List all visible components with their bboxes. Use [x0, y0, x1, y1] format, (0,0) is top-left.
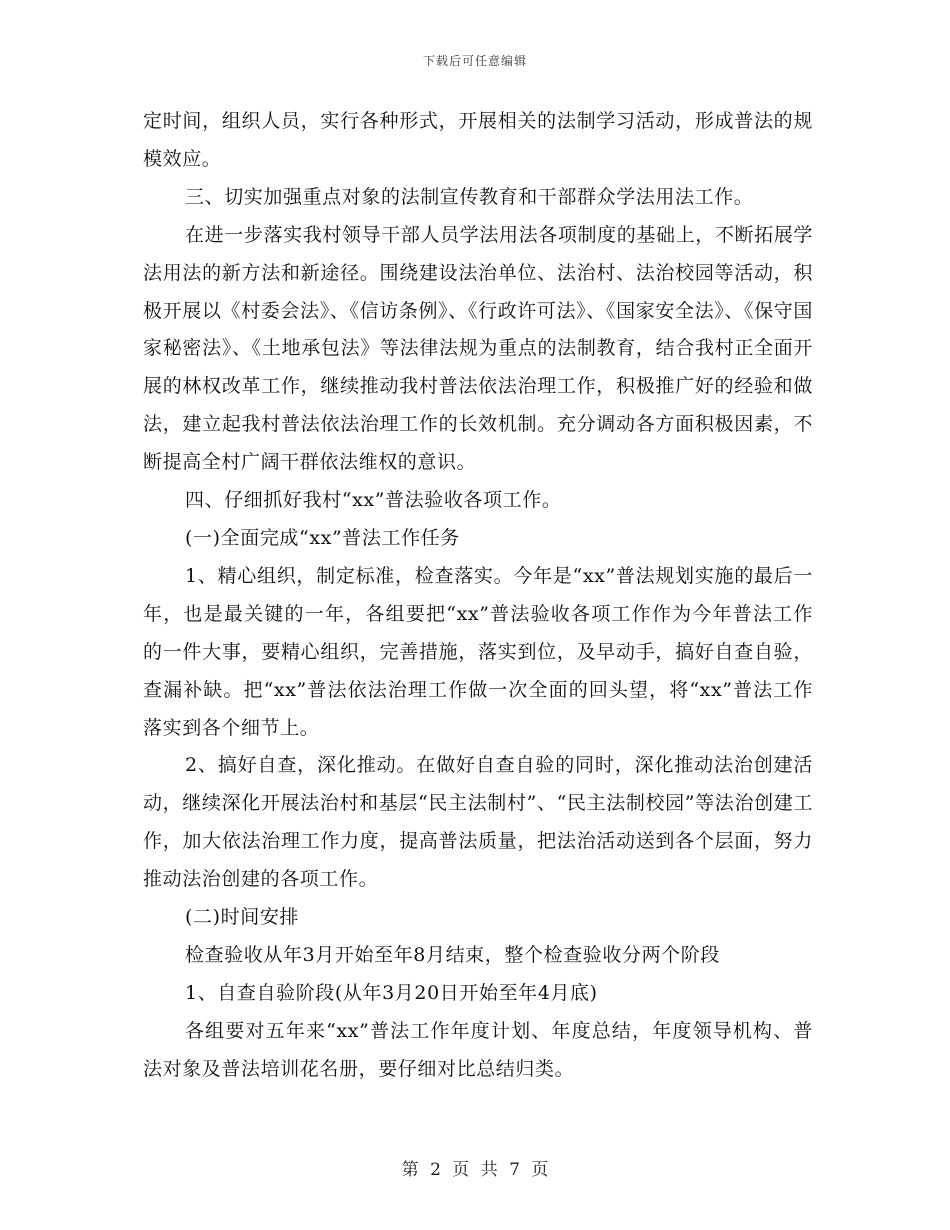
page-number: 第 2 页 共 7 页 — [401, 1160, 549, 1180]
paragraph-item-2: 2、搞好自查，深化推动。在做好自查自验的同时，深化推动法治创建活动，继续深化开展法治村和基层“民主法制村”、“民主法制校园”等法治创建工作，加大依法治理工作力度，提高普法质量，把法治活动送到各个层面，努力推动法治创建的各项工作。 — [143, 754, 813, 891]
section-heading-3: 三、切实加强重点对象的法制宣传教育和干部群众学法用法工作。 — [185, 185, 754, 208]
section-heading-4: 四、仔细抓好我村“xx”普法验收各项工作。 — [185, 489, 562, 512]
paragraph-3: 在进一步落实我村领导干部人员学法用法各项制度的基础上，不断拓展学法用法的新方法和新途径。围绕建设法治单位、法治村、法治校园等活动，积极开展以《村委会法》、《信访条例》、《行政许可法》、《国家安全法》、《保守国家秘密法》、《土地承包法》等法律法规为重点的法制教育，结合我村正全面开展的林权改革工作，继续推动我村普法依法治理工作，积极推广好的经验和做法，建立起我村普法依法治理工作的长效机制。充分调动各方面积极因素，不断提高全村广阔干群依法维权的意识。 — [143, 223, 813, 474]
paragraph-1: 定时间，组织人员，实行各种形式，开展相关的法制学习活动，形成普法的规模效应。 — [143, 110, 813, 170]
paragraph-schedule: 检查验收从年3月开始至年8月结束，整个检查验收分两个阶段 — [185, 943, 720, 966]
subsection-heading-1: (一)全面完成“xx”普法工作任务 — [185, 526, 460, 549]
page-header-note: 下载后可任意编辑 — [422, 54, 527, 68]
subsection-heading-2: (二)时间安排 — [185, 906, 300, 929]
paragraph-stage-1: 1、自查自验阶段(从年3月20日开始至年4月底) — [185, 981, 598, 1004]
paragraph-last: 各组要对五年来“xx”普法工作年度计划、年度总结，年度领导机构、普法对象及普法培训花名册，要仔细对比总结归类。 — [143, 1019, 813, 1080]
document-body — [143, 103, 813, 1089]
paragraph-item-1: 1、精心组织，制定标准，检查落实。今年是“xx”普法规划实施的最后一年，也是最关键的一年，各组要把“xx”普法验收各项工作作为今年普法工作的一件大事，要精心组织，完善措施，落实到位，及早动手，搞好自查自验，查漏补缺。把“xx”普法依法治理工作做一次全面的回头望，将“xx”普法工作落实到各个细节上。 — [143, 564, 813, 739]
